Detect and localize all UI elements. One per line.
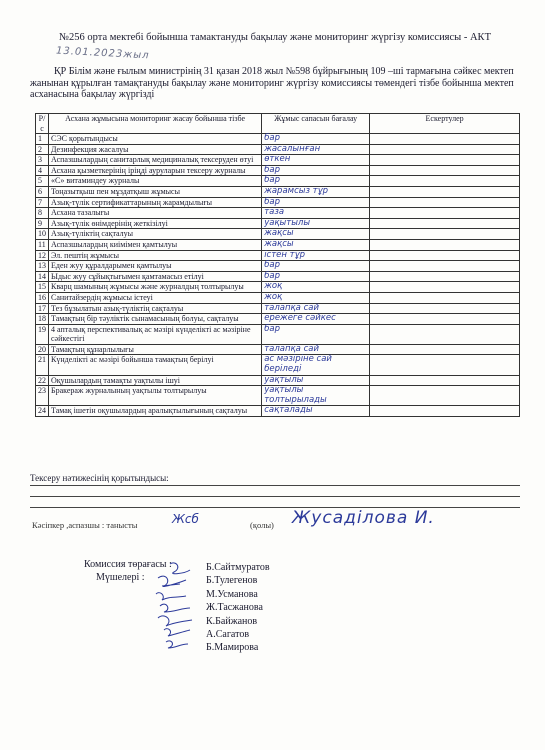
row-evaluation: бар — [262, 134, 370, 145]
signature-mark — [158, 576, 186, 586]
acknowledgement-label: Кәсіпкер ,аспазшы : танысты — [32, 520, 138, 530]
row-number: 16 — [36, 292, 49, 303]
row-item: Тамақтың бір тәуліктік сынамасының болуы, сақталуы — [49, 314, 262, 325]
row-notes — [370, 282, 520, 293]
col-header-number: Р/с — [36, 114, 49, 134]
row-item: Ыдыс жуу сұйықтығымен қамтамасыз етілуі — [49, 271, 262, 282]
row-evaluation: жарамсыз тұр — [262, 186, 370, 197]
row-evaluation: ережеге сәйкес — [262, 314, 370, 325]
row-evaluation: талапқа сай — [262, 344, 370, 355]
table-row — [36, 239, 520, 250]
row-notes — [370, 144, 520, 155]
row-notes — [370, 239, 520, 250]
signature-mark — [164, 629, 190, 636]
row-evaluation: ас мәзіріне сай беріледі — [262, 355, 370, 375]
table-row — [36, 250, 520, 261]
row-item: Азық-түлік өнімдерінің жеткізілуі — [49, 218, 262, 229]
row-number: 7 — [36, 197, 49, 208]
table-row — [36, 261, 520, 272]
row-notes — [370, 208, 520, 219]
row-number: 24 — [36, 406, 49, 417]
row-evaluation: істен тұр — [262, 250, 370, 261]
table-header-row — [36, 114, 520, 134]
signature-mark — [170, 563, 190, 574]
table-row — [36, 355, 520, 375]
table-row — [36, 229, 520, 240]
row-notes — [370, 344, 520, 355]
blank-line — [30, 507, 520, 508]
row-item: Азық-түлік сертификаттарының жарамдылығы — [49, 197, 262, 208]
document-title: №256 орта мектебі бойынша тамактануды бақылау және мониторинг жүргізу комиссиясы - АКТ — [59, 32, 491, 43]
row-item: Тамақтың құнарлылығы — [49, 344, 262, 355]
row-evaluation: бар — [262, 176, 370, 187]
signature-mark — [160, 604, 190, 612]
handwritten-date: 13.01.2023жыл — [55, 45, 150, 62]
row-item: Күнделікті ас мәзірі бойынша тамақтың берілуі — [49, 355, 262, 375]
row-evaluation: уақытылы — [262, 218, 370, 229]
row-number: 10 — [36, 229, 49, 240]
member-name: А.Сагатов — [206, 629, 250, 640]
row-notes — [370, 386, 520, 406]
row-evaluation: сақталады — [262, 406, 370, 417]
row-item: 4 апталық перспективалық ас мәзірі күнделікті ас мәзіріне сәйкестігі — [49, 324, 262, 344]
row-notes — [370, 261, 520, 272]
blank-line — [30, 485, 520, 486]
row-evaluation: жоқ — [262, 282, 370, 293]
row-notes — [370, 406, 520, 417]
signature-mark — [156, 593, 186, 600]
row-number: 20 — [36, 344, 49, 355]
row-item: Тамақ ішетін оқушылардың аралықтылығының сақталуы — [49, 406, 262, 417]
row-number: 5 — [36, 176, 49, 187]
row-number: 15 — [36, 282, 49, 293]
table-row — [36, 292, 520, 303]
row-evaluation: жоқ — [262, 292, 370, 303]
member-name: Ж.Тасжанова — [206, 602, 263, 613]
row-evaluation: уақтылы толтырылады — [262, 386, 370, 406]
col-header-evaluation: Жұмыс сапасын бағалау — [262, 114, 370, 134]
member-name: Б.Мамирова — [206, 642, 259, 653]
row-number: 11 — [36, 239, 49, 250]
table-row — [36, 218, 520, 229]
member-name: М.Усманова — [206, 589, 258, 600]
row-number: 2 — [36, 144, 49, 155]
table-row — [36, 324, 520, 344]
row-evaluation: талапқа сай — [262, 303, 370, 314]
table-row — [36, 386, 520, 406]
row-number: 6 — [36, 186, 49, 197]
row-item: Кварц шамының жұмысы және журналдың толтырылуы — [49, 282, 262, 293]
row-item: СЭС қорытындысы — [49, 134, 262, 145]
row-number: 4 — [36, 165, 49, 176]
cook-signature: Жсб — [172, 512, 199, 526]
row-item: Асхана тазалығы — [49, 208, 262, 219]
table-row — [36, 314, 520, 325]
intro-paragraph: ҚР Білім және ғылым министрінің 31 қазан 2018 жыл №598 бұйрығының 109 –ші тармағына сәйкес мектеп жанынан құрылған тамақтануды бақылау және мониторинг жүргізу комиссиясы төмендегі тізбе бойынша мектеп асханасына бақылау жүргізді — [30, 66, 514, 100]
table-body — [36, 134, 520, 417]
row-notes — [370, 355, 520, 375]
row-number: 12 — [36, 250, 49, 261]
row-evaluation: бар — [262, 271, 370, 282]
row-item: Азық-түліктің сақталуы — [49, 229, 262, 240]
table-row — [36, 282, 520, 293]
monitoring-table — [35, 113, 520, 417]
row-item: Еден жуу құралдарымен қамтылуы — [49, 261, 262, 272]
row-notes — [370, 186, 520, 197]
row-item: Тоңазытқыш пен мұздатқыш жұмысы — [49, 186, 262, 197]
row-notes — [370, 375, 520, 386]
row-evaluation: таза — [262, 208, 370, 219]
row-number: 1 — [36, 134, 49, 145]
table-row — [36, 176, 520, 187]
row-number: 9 — [36, 218, 49, 229]
table-row — [36, 208, 520, 219]
table-row — [36, 165, 520, 176]
row-notes — [370, 155, 520, 166]
table-row — [36, 375, 520, 386]
table-row — [36, 197, 520, 208]
row-item: Бракераж журналының уақтылы толтырылуы — [49, 386, 262, 406]
blank-line — [30, 496, 520, 497]
row-notes — [370, 324, 520, 344]
table-row — [36, 186, 520, 197]
row-item: Дезинфекция жасалуы — [49, 144, 262, 155]
row-item: Аспазшылардың санитарлық медициналық тексеруден өтуі — [49, 155, 262, 166]
row-number: 3 — [36, 155, 49, 166]
row-notes — [370, 314, 520, 325]
row-number: 19 — [36, 324, 49, 344]
row-number: 18 — [36, 314, 49, 325]
row-evaluation: бар — [262, 324, 370, 344]
table-row — [36, 406, 520, 417]
signature-caption: (қолы) — [250, 520, 274, 530]
row-notes — [370, 197, 520, 208]
row-evaluation: бар — [262, 197, 370, 208]
row-item: Санитайзердің жұмысы істеуі — [49, 292, 262, 303]
row-number: 21 — [36, 355, 49, 375]
row-number: 8 — [36, 208, 49, 219]
member-name: Б.Сайтмуратов — [206, 562, 270, 573]
row-notes — [370, 134, 520, 145]
row-evaluation: бар — [262, 165, 370, 176]
row-evaluation: жақсы — [262, 229, 370, 240]
row-notes — [370, 303, 520, 314]
row-item: Тез бұзылатын азық-түліктің сақталуы — [49, 303, 262, 314]
row-item: Асхана қызметкерінің іріңді ауруларын тексеру журналы — [49, 165, 262, 176]
row-evaluation: жақсы — [262, 239, 370, 250]
row-number: 23 — [36, 386, 49, 406]
row-item: Оқушылардың тамақты уақтылы ішуі — [49, 375, 262, 386]
row-evaluation: өткен — [262, 155, 370, 166]
row-number: 17 — [36, 303, 49, 314]
row-number: 13 — [36, 261, 49, 272]
row-evaluation: жасалынған — [262, 144, 370, 155]
signature-mark — [166, 641, 188, 648]
table-row — [36, 271, 520, 282]
check-results-label: Тексеру нәтижесінің қорытындысы: — [30, 473, 169, 483]
row-notes — [370, 271, 520, 282]
row-notes — [370, 165, 520, 176]
row-notes — [370, 250, 520, 261]
member-name: Б.Тулегенов — [206, 575, 258, 586]
row-notes — [370, 292, 520, 303]
members-label: Мүшелері : — [96, 572, 145, 583]
commission-signatures — [150, 560, 210, 660]
table-row — [36, 303, 520, 314]
row-item: Эл. пештің жұмысы — [49, 250, 262, 261]
col-header-item: Асхана жұмысына мониторинг жасау бойынша тізбе — [49, 114, 262, 134]
member-name: К.Байжанов — [206, 616, 258, 627]
row-notes — [370, 176, 520, 187]
col-header-notes: Ескертулер — [370, 114, 520, 134]
table-row — [36, 344, 520, 355]
table-row — [36, 144, 520, 155]
cook-name-handwritten: Жусаділова И. — [292, 508, 435, 528]
row-number: 14 — [36, 271, 49, 282]
chair-label: Комиссия төрағасы : — [84, 559, 172, 570]
row-evaluation: бар — [262, 261, 370, 272]
signature-mark — [158, 616, 192, 626]
table-row — [36, 155, 520, 166]
row-notes — [370, 218, 520, 229]
table-row — [36, 134, 520, 145]
row-number: 22 — [36, 375, 49, 386]
row-item: Аспазшылардың киімімен қамтылуы — [49, 239, 262, 250]
row-item: «С» витаминдеу журналы — [49, 176, 262, 187]
row-notes — [370, 229, 520, 240]
row-evaluation: уақтылы — [262, 375, 370, 386]
